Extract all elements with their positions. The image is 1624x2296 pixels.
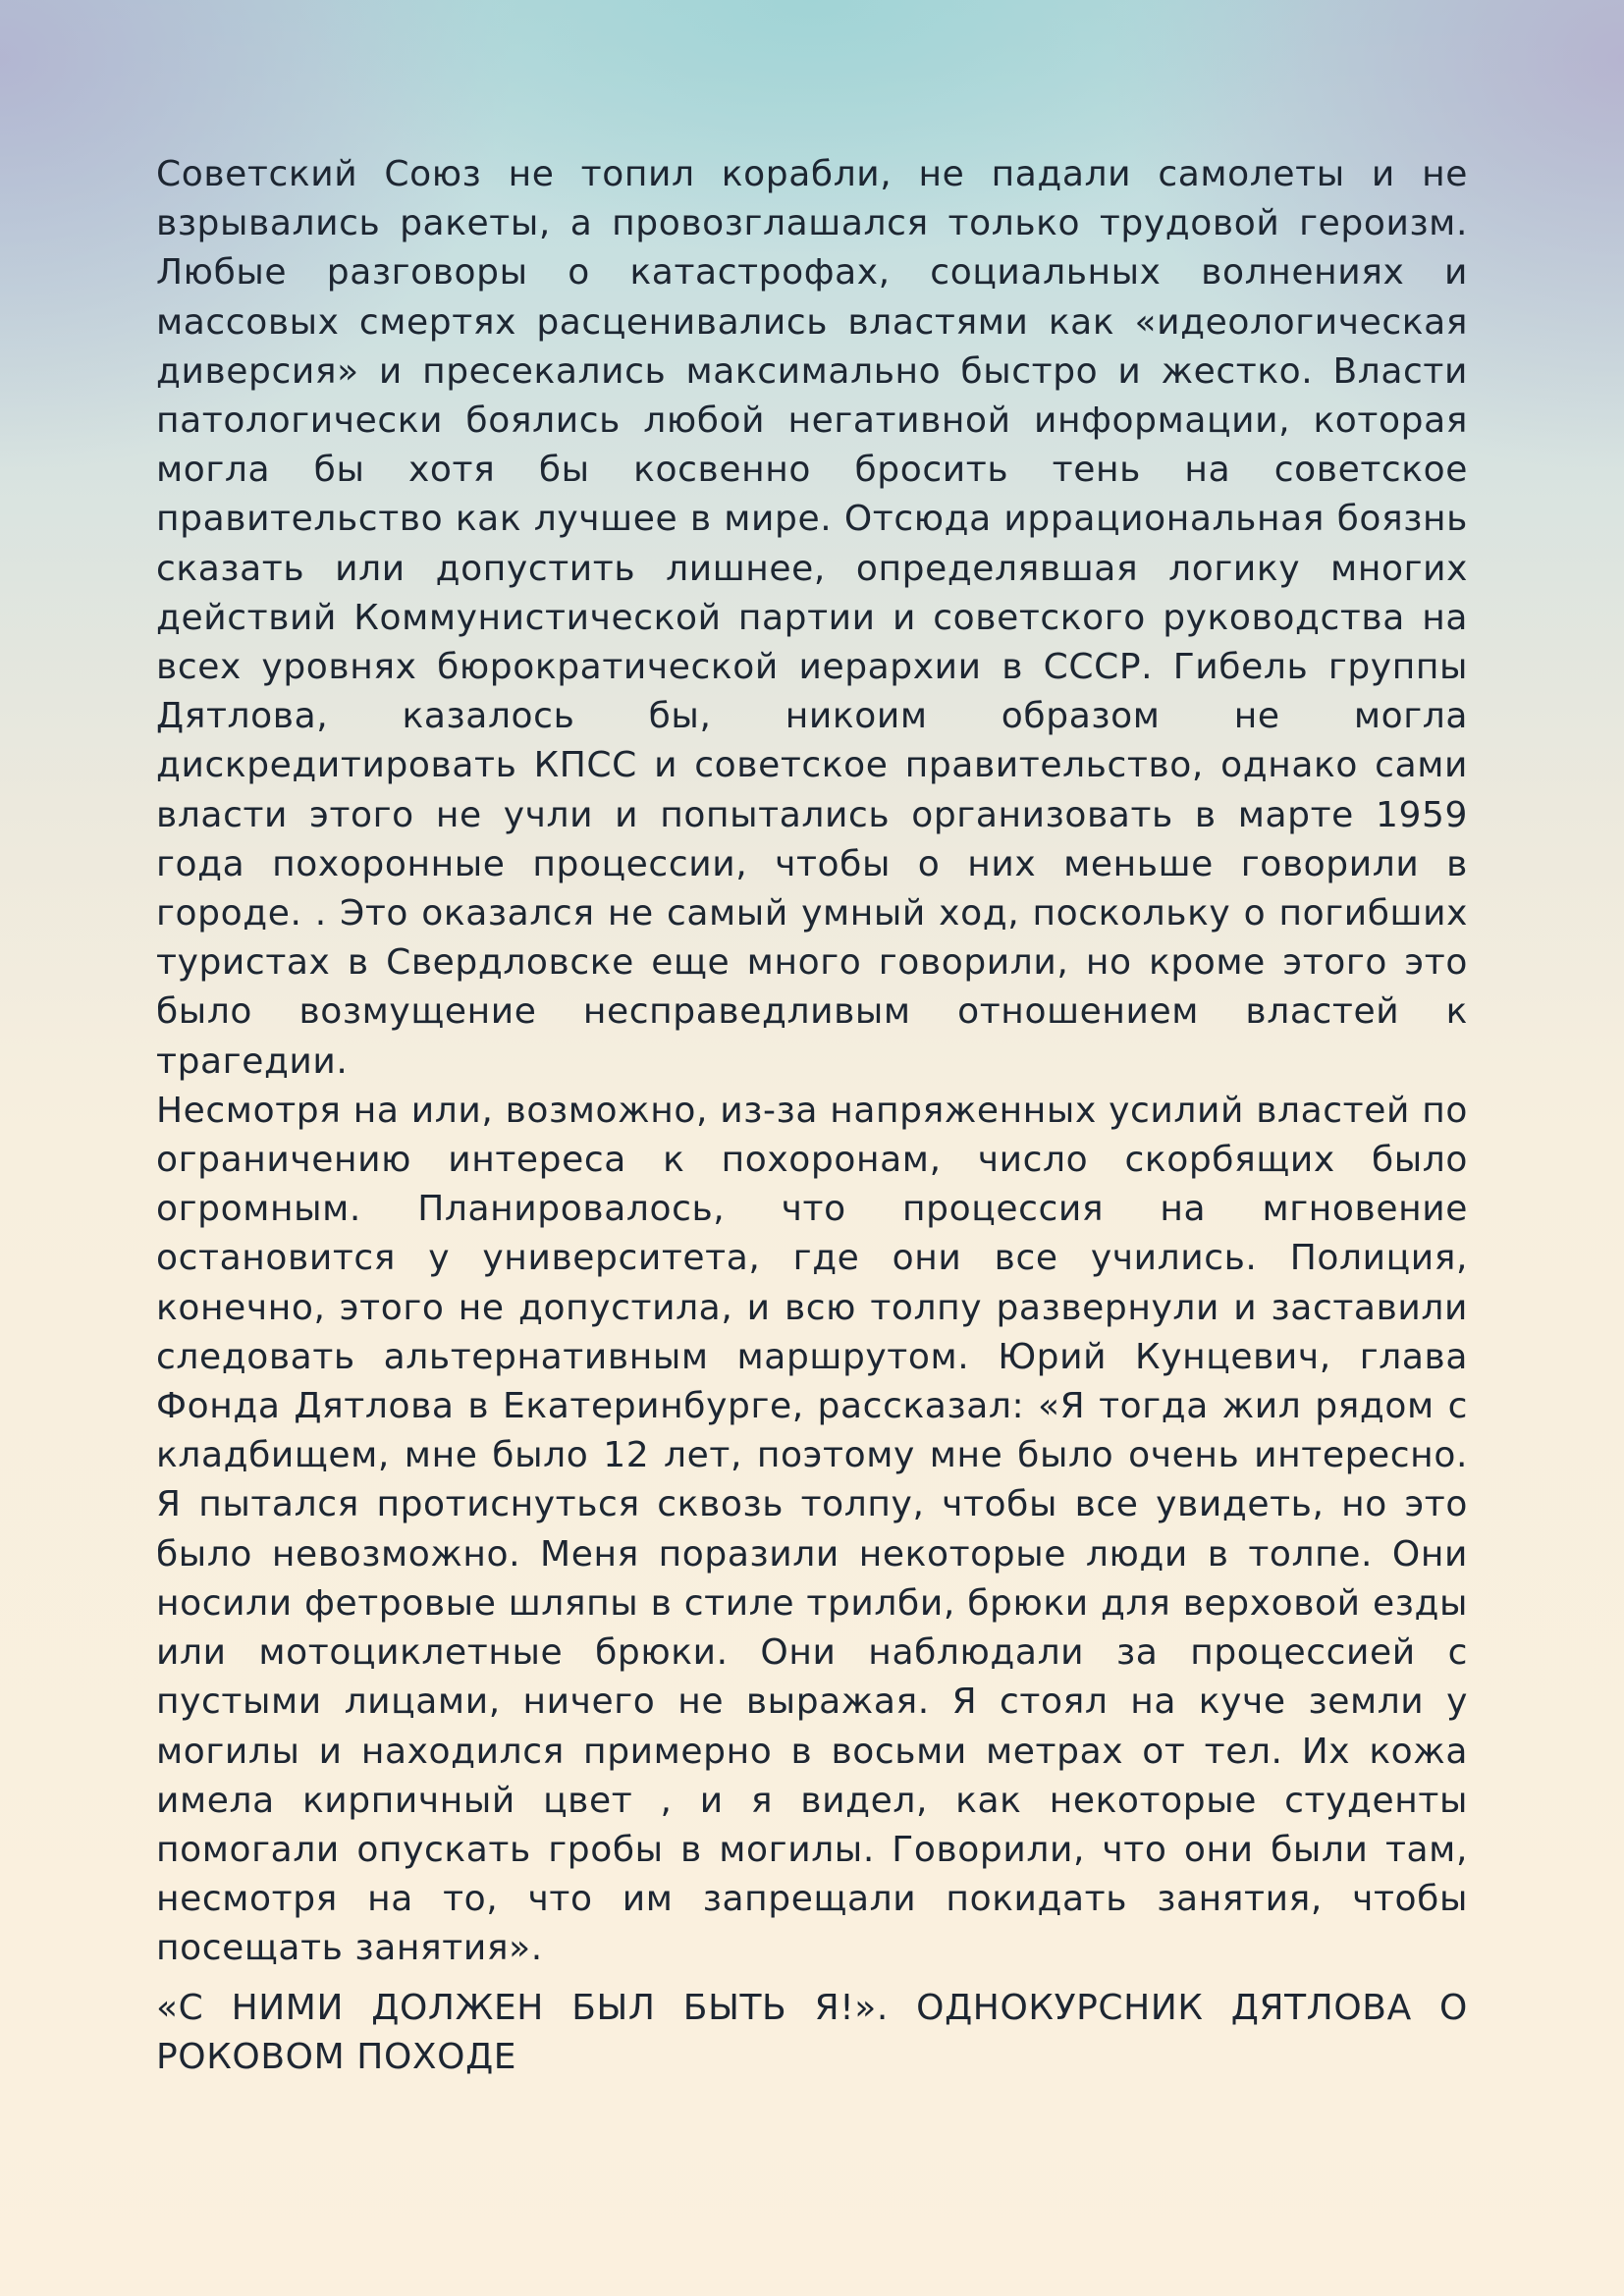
paragraph-funeral-procession: Несмотря на или, возможно, из-за напряженных усилий властей по ограничению интереса к похоронам, число скорбящих было огромным. Планировалось, что процессия на мгновение остановится у университета, где они все учились. Полиция, конечно, этого не допустила, и всю толпу развернули и заставили следовать альтернативным маршрутом. Юрий Кунцевич, глава Фонда Дятлова в Екатеринбурге, рассказал: «Я тогда жил рядом с кладбищем, мне было 12 лет, поэтому мне было очень интересно. Я пытался протиснуться сквозь толпу, чтобы все увидеть, но это было невозможно. Меня поразили некоторые люди в толпе. Они носили фетровые шляпы в стиле трилби, брюки для верховой езды или мотоциклетные брюки. Они наблюдали за процессией с пустыми лицами, ничего не выражая. Я стоял на куче земли у могилы и находился примерно в восьми метрах от тел. Их кожа имела кирпичный цвет , и я видел, как некоторые студенты помогали опускать гробы в могилы. Говорили, что они были там, несмотря на то, что им запрещали покидать занятия, чтобы посещать занятия». <box>156 1090 1468 1969</box>
section-heading: «С НИМИ ДОЛЖЕН БЫЛ БЫТЬ Я!». ОДНОКУРСНИК ДЯТЛОВА О РОКОВОМ ПОХОДЕ <box>156 1987 1468 2077</box>
article-body <box>156 150 1468 2082</box>
paragraph-soviet-censorship: Советский Союз не топил корабли, не падали самолеты и не взрывались ракеты, а провозглашался только трудовой героизм. Любые разговоры о катастрофах, социальных волнениях и массовых смертях расценивались властями как «идеологическая диверсия» и пресекались максимально быстро и жестко. Власти патологически боялись любой негативной информации, которая могла бы хотя бы косвенно бросить тень на советское правительство как лучшее в мире. Отсюда иррациональная боязнь сказать или допустить лишнее, определявшая логику многих действий Коммунистической партии и советского руководства на всех уровнях бюрократической иерархии в СССР. Гибель группы Дятлова, казалось бы, никоим образом не могла дискредитировать КПСС и советское правительство, однако сами власти этого не учли и попытались организовать в марте 1959 года похоронные процессии, чтобы о них меньше говорили в городе. . Это оказался не самый умный ход, поскольку о погибших туристах в Свердловске еще много говорили, но кроме этого это было возмущение несправедливым отношением властей к трагедии. <box>156 154 1468 1082</box>
